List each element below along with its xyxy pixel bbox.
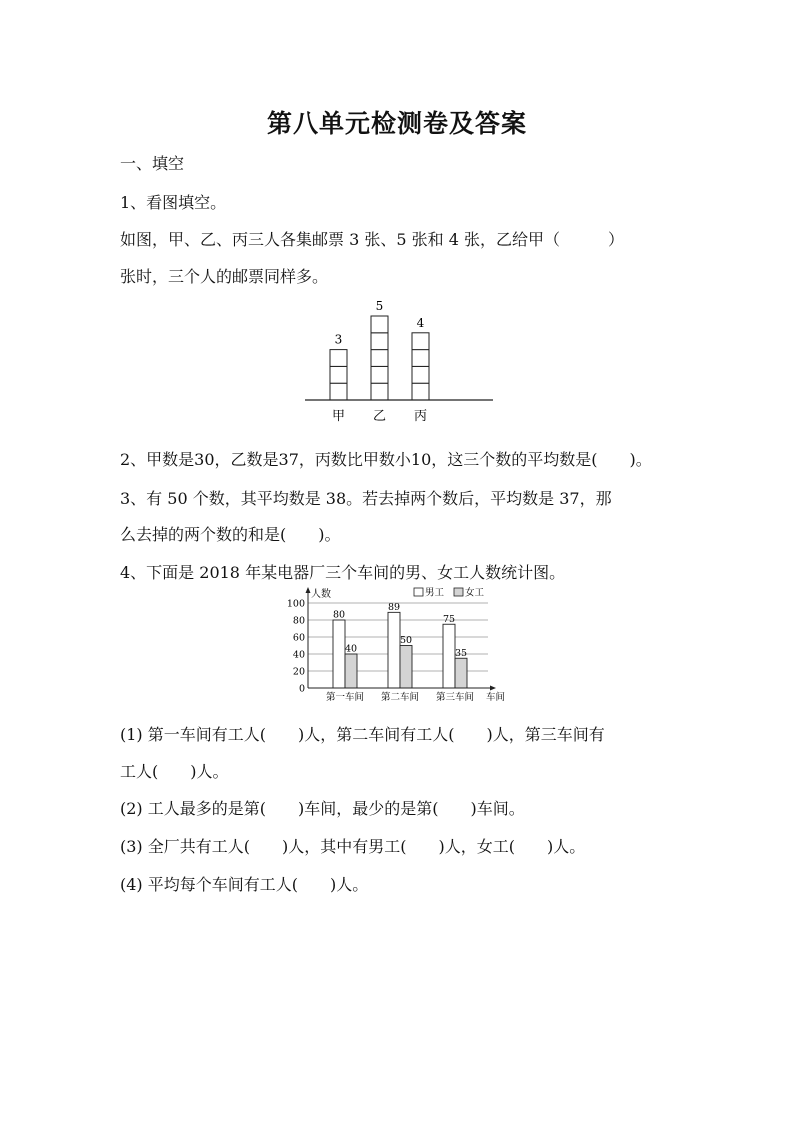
chart2-value-label: 89 xyxy=(387,601,401,613)
chart1-category-label: 甲 xyxy=(331,409,346,424)
chart2-ylabel: 人数 xyxy=(311,589,331,600)
chart2-ytick-label: 80 xyxy=(292,615,305,627)
chart2-bar xyxy=(443,624,455,688)
chart1-category-label: 丙 xyxy=(413,409,428,424)
chart2-ytick-label: 0 xyxy=(298,683,305,695)
chart2-value-label: 50 xyxy=(399,635,413,646)
chart1-category-label: 乙 xyxy=(372,409,387,424)
stamp-cell xyxy=(330,350,347,367)
chart2-ytick-label: 40 xyxy=(292,649,305,661)
chart2-legend-swatch xyxy=(414,588,423,596)
stamp-cell xyxy=(330,383,347,400)
stamp-cell xyxy=(371,333,388,350)
stamp-cell xyxy=(371,383,388,400)
chart2-bar xyxy=(388,612,400,688)
chart2-category-label: 第二车间 xyxy=(380,692,420,703)
chart2-category-label: 第三车间 xyxy=(435,692,475,703)
q4-sub4: (4) 平均每个车间有工人( )人。 xyxy=(120,875,369,894)
chart2-ytick-label: 20 xyxy=(292,666,305,678)
chart2-bar xyxy=(345,654,357,688)
page-title: 第八单元检测卷及答案 xyxy=(266,109,527,138)
chart2-legend-label: 男工 xyxy=(425,587,445,599)
stamp-cell xyxy=(371,366,388,383)
stamp-cell xyxy=(371,316,388,333)
chart2-bar xyxy=(400,646,412,689)
chart2-legend-label: 女工 xyxy=(465,587,485,599)
stamp-cell xyxy=(412,333,429,350)
chart1-value-label: 3 xyxy=(334,332,343,347)
section-fill-blank: 一、填空 xyxy=(120,154,185,173)
chart2-xlabel: 车间 xyxy=(486,692,506,703)
chart1-value-label: 4 xyxy=(416,315,425,330)
q1-line1: 如图，甲、乙、丙三人各集邮票 3 张、5 张和 4 张，乙给甲（ ） xyxy=(120,230,624,249)
chart2-value-label: 35 xyxy=(454,647,468,659)
worker-bar-chart xyxy=(280,583,520,705)
chart2-y-arrow xyxy=(306,587,311,593)
q2-text: 2、甲数是30，乙数是37，丙数比甲数小10，这三个数的平均数是( )。 xyxy=(120,450,652,469)
q4-sub3: (3) 全厂共有工人( )人，其中有男工( )人，女工( )人。 xyxy=(120,837,586,856)
q4-sub1-line2: 工人( )人。 xyxy=(120,762,229,781)
q4-sub1-line1: (1) 第一车间有工人( )人，第二车间有工人( )人，第三车间有 xyxy=(120,725,605,744)
q1-line2: 张时，三个人的邮票同样多。 xyxy=(120,267,329,286)
chart2-x-arrow xyxy=(490,686,496,691)
chart2-value-label: 40 xyxy=(344,643,358,655)
chart2-category-label: 第一车间 xyxy=(325,692,365,703)
chart2-ytick-label: 60 xyxy=(292,632,305,644)
stamp-cell xyxy=(330,366,347,383)
stamp-cell xyxy=(412,350,429,367)
chart2-legend-swatch xyxy=(454,588,463,596)
chart2-bar xyxy=(455,658,467,688)
chart2-bar xyxy=(333,620,345,688)
q4-sub2: (2) 工人最多的是第( )车间，最少的是第( )车间。 xyxy=(120,799,525,818)
chart2-value-label: 75 xyxy=(442,613,456,625)
stamp-cell xyxy=(412,383,429,400)
stamp-stack-chart xyxy=(300,296,500,428)
chart2-ytick-label: 100 xyxy=(286,598,305,610)
stamp-cell xyxy=(412,366,429,383)
chart1-value-label: 5 xyxy=(375,299,384,313)
q4-heading: 4、下面是 2018 年某电器厂三个车间的男、女工人数统计图。 xyxy=(120,563,566,582)
q3-line1: 3、有 50 个数，其平均数是 38。若去掉两个数后，平均数是 37，那 xyxy=(120,489,612,508)
chart2-value-label: 80 xyxy=(332,609,346,621)
q3-line2: 么去掉的两个数的和是( )。 xyxy=(120,525,341,544)
q1-heading: 1、看图填空。 xyxy=(120,193,227,212)
stamp-cell xyxy=(371,350,388,367)
